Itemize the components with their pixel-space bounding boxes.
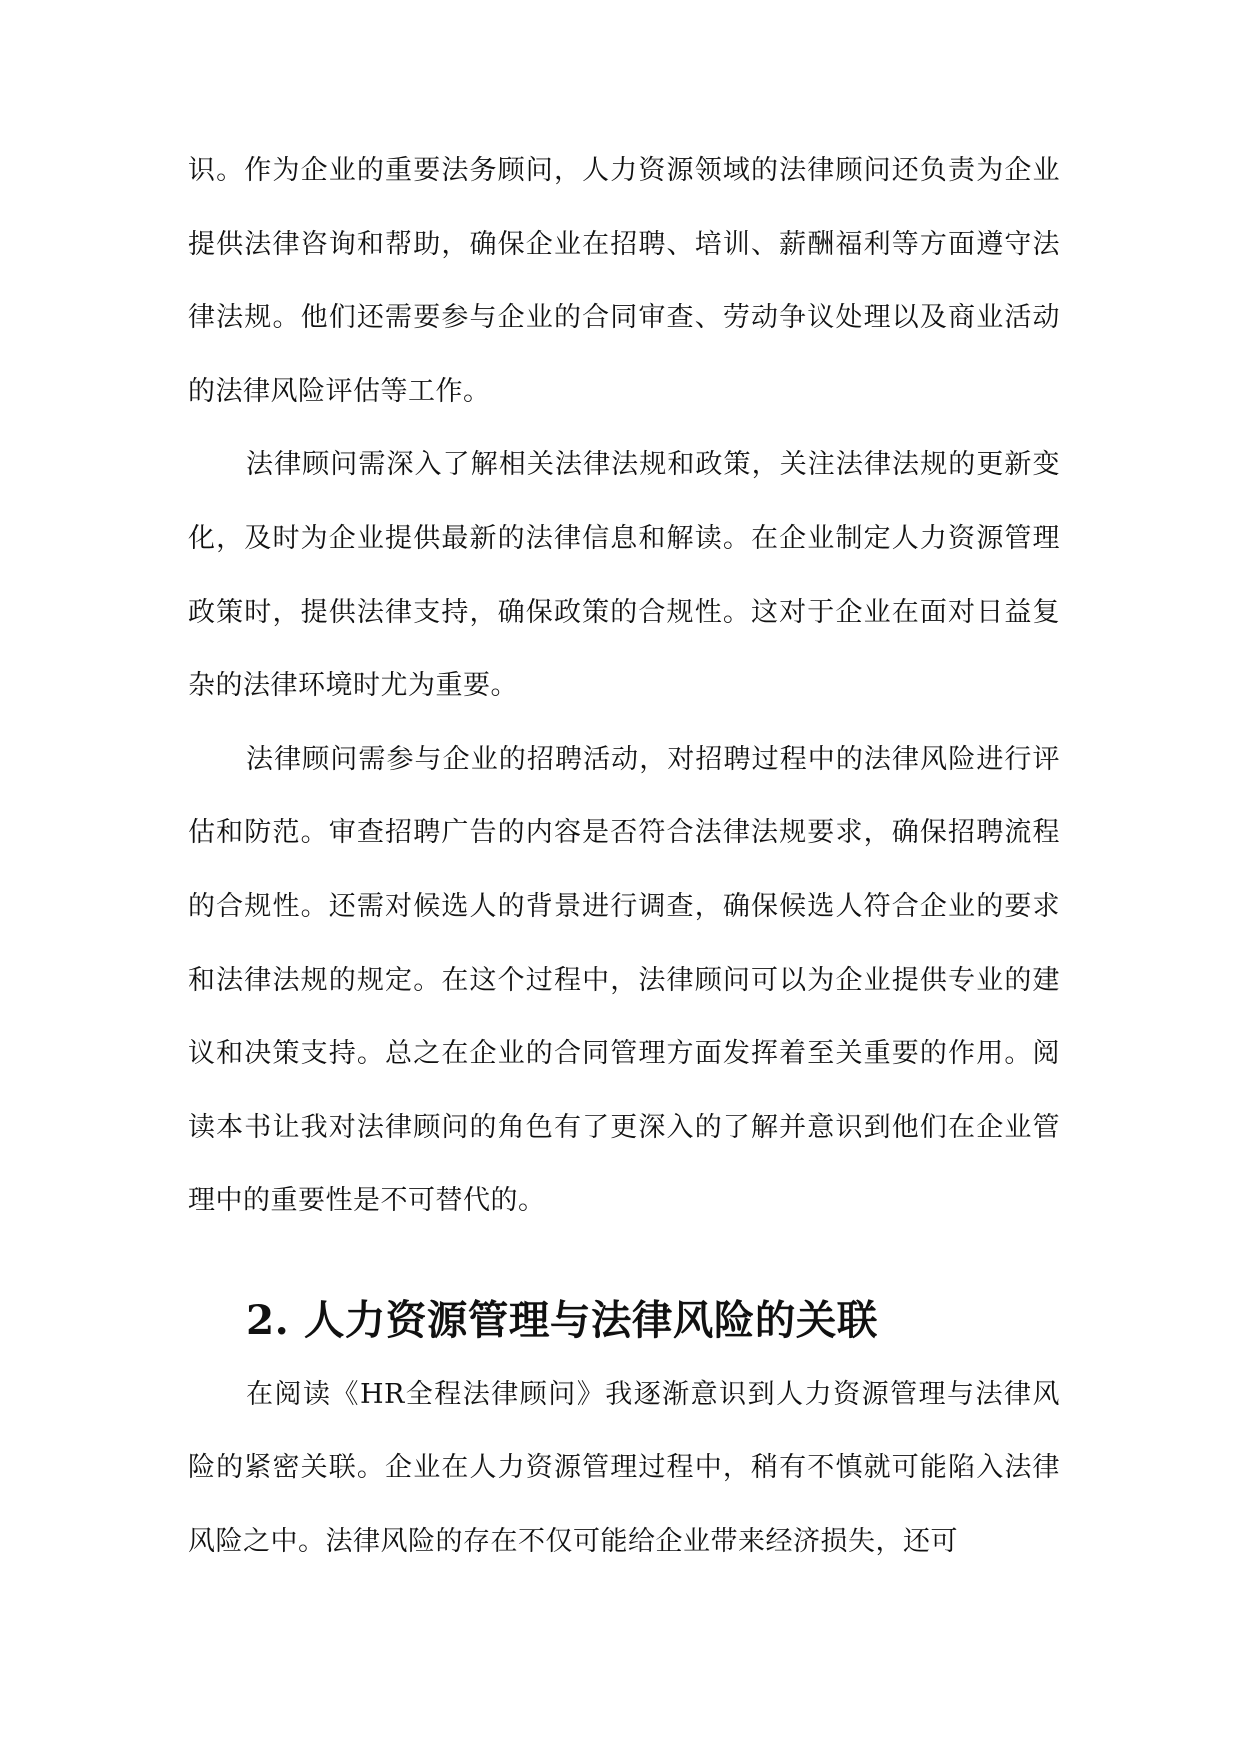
section-spacer	[188, 1238, 1060, 1284]
body-paragraph-hr-legal-risk: 在阅读《HR全程法律顾问》我逐渐意识到人力资源管理与法律风险的紧密关联。企业在人力资源管理过程中，稍有不慎就可能陷入法律风险之中。法律风险的存在不仅可能给企业带来经济损失，还可	[188, 1378, 1060, 1557]
body-paragraph-recruitment: 法律顾问需参与企业的招聘活动，对招聘过程中的法律风险进行评估和防范。审查招聘广告的内容是否符合法律法规要求，确保招聘流程的合规性。还需对候选人的背景进行调查，确保候选人符合企业的要求和法律法规的规定。在这个过程中，法律顾问可以为企业提供专业的建议和决策支持。总之在企业的合同管理方面发挥着至关重要的作用。阅读本书让我对法律顾问的角色有了更深入的了解并意识到他们在企业管理中的重要性是不可替代的。	[188, 743, 1060, 1217]
body-paragraph-continuation: 识。作为企业的重要法务顾问，人力资源领域的法律顾问还负责为企业提供法律咨询和帮助，确保企业在招聘、培训、薪酬福利等方面遵守法律法规。他们还需要参与企业的合同审查、劳动争议处理以及商业活动的法律风险评估等工作。	[188, 155, 1060, 407]
section-heading: 2. 人力资源管理与法律风险的关联	[246, 1295, 878, 1344]
document-body	[188, 134, 1060, 1578]
body-paragraph-legal-updates: 法律顾问需深入了解相关法律法规和政策，关注法律法规的更新变化，及时为企业提供最新的法律信息和解读。在企业制定人力资源管理政策时，提供法律支持，确保政策的合规性。这对于企业在面对日益复杂的法律环境时尤为重要。	[188, 449, 1060, 702]
